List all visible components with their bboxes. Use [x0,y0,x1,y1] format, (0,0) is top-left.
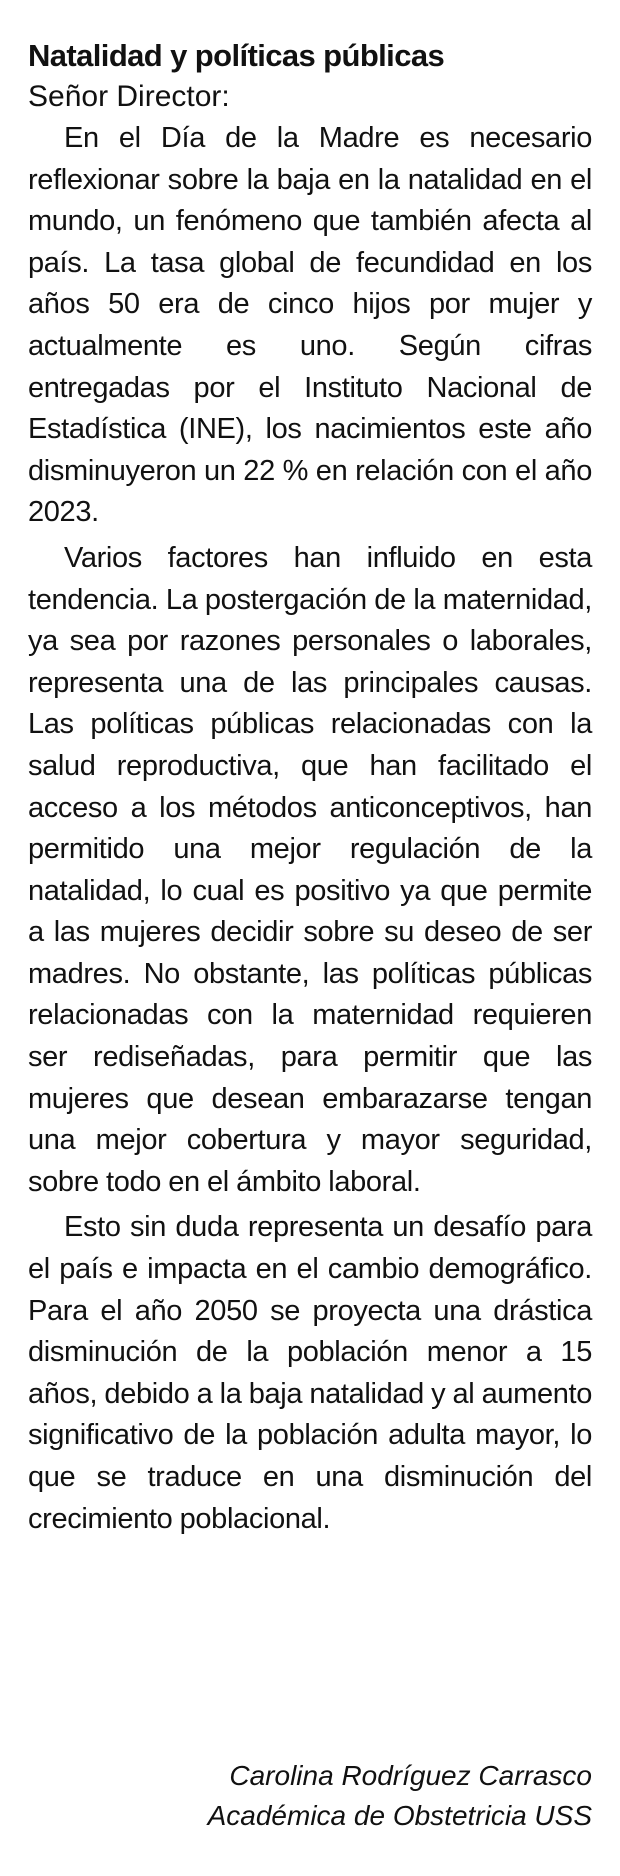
signature-block [208,1756,592,1836]
signature-name: Carolina Rodríguez Carrasco [229,1760,592,1791]
letter-body [28,118,592,1540]
signature-role: Académica de Obstetricia USS [207,1800,592,1831]
letter-paragraph-2: Varios factores han influido en esta tendencia. La postergación de la maternidad, ya sea por razones personales o laborales, representa una de las principales causas. Las políticas públicas relacionadas con la salud reproductiva, que han facilitado el acceso a los métodos anticonceptivos, han permitido una mejor regulación de la natalidad, lo cual es positivo ya que permite a las mujeres decidir sobre su deseo de ser madres. No obstante, las políticas públicas relacionadas con la maternidad requieren ser rediseñadas, para permitir que las mujeres que desean embarazarse tengan una mejor cobertura y mayor seguridad, sobre todo en el ámbito laboral. [28,541,592,1198]
letter-title: Natalidad y políticas públicas [28,38,445,73]
letter-paragraph-3: Esto sin duda representa un desafío para el país e impacta en el cambio demográfico. Para el año 2050 se proyecta una drástica disminución de la población menor a 15 años, debido a la baja natalidad y al aumento significativo de la población adulta mayor, lo que se traduce en una disminución del crecimiento poblacional. [28,1211,592,1535]
letter-paragraph-1: En el Día de la Madre es necesario reflexionar sobre la baja en la natalidad en el mundo, un fenómeno que también afecta al país. La tasa global de fecundidad en los años 50 era de cinco hijos por mujer y actualmente es uno. Según cifras entregadas por el Instituto Nacional de Estadística (INE), los nacimientos este año disminuyeron un 22 % en relación con el año 2023. [28,122,592,529]
letter-salutation: Señor Director: [28,80,230,113]
